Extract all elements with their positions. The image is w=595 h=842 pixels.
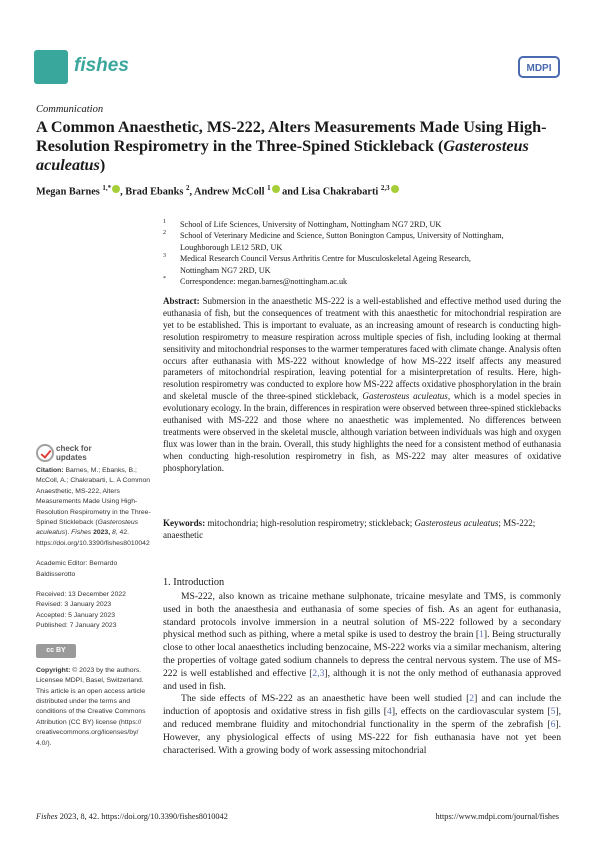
section-heading: 1. Introduction — [163, 577, 225, 588]
author-name[interactable]: Megan Barnes — [36, 186, 100, 198]
paragraph: The side effects of MS-222 as an anaesthetic have been well studied [2] and can include the induction of apoptosis and oxidative stress in fish gills [4], effects on the cardiovascular system [5], and reduced membrane fluidity and mitochondrial functionality in the sperm of the zebrafish [6]. However, any physiological effects of using MS-222 for fish euthanasia have not yet been characterised. With a growing body of work assessing mitochondrial — [163, 693, 561, 756]
article-type: Communication — [36, 104, 104, 115]
citation: Citation: Barnes, M.; Ebanks, B.; McColl, A.; Chakrabarti, L. A Common Anaesthetic, MS-222, Alters Measurements Made Using High-Resolution Respirometry in the Three-Spined Stickleback (Gasterosteus aculeatus). Fishes 2023, 8, 42. https://doi.org/10.3390/fishes8010042 — [36, 467, 151, 547]
date-revised: Revised: 3 January 2023 — [36, 601, 112, 609]
author-name[interactable]: Brad Ebanks — [125, 186, 184, 198]
affiliation-item: 2 School of Veterinary Medicine and Science, Sutton Bonington Campus, University of Nottingham, Loughborough LE12 5RD, UK — [163, 230, 504, 252]
abstract: Abstract: Submersion in the anaesthetic MS-222 is a well-established and effective method used during the euthanasia of fish, but the consequences of treatment with this anaesthetic for mitochondrial respiration are yet to be established. This is important to evaluate, as an increasing amount of research is conducting high-resolution respirometry to measure respiration across multiple species of fish, including looking at thermal sensitivity and mitochondrial responses to the warmer temperatures faced with climate change. Analysis often occurs after euthanasia with MS-222 without knowledge of how MS-222 itself affects any measured parameters of mitochondrial respiration, leaving potential for a misinterpretation of results. Here, high-resolution respirometry was conducted to explore how MS-222 affects oxidative phosphorylation in the brain and skeletal muscle of the three-spined stickleback, Gasterosteus aculeatus, which is a model species in evolutionary ecology. In the brain, differences in respiration were observed between three-spined sticklebacks euthanised with MS-222 and those where no anaesthetic was implemented. No differences between treatments were observed in the skeletal muscle, although variation between individuals was high and oxygen flux was lower than in the brain. Overall, this study highlights the need for a consistent method of euthanasia when conducting high-resolution respirometry in fish, as MS-222 may alter measures of oxidative phosphorylation. — [163, 296, 562, 473]
reference-link[interactable]: 2 — [469, 693, 475, 705]
footer-journal-url[interactable]: https://www.mdpi.com/journal/fishes — [435, 812, 559, 821]
keywords: Keywords: mitochondria; high-resolution respirometry; stickleback; Gasterosteus aculeatus; MS-222; anaesthetic — [163, 518, 536, 540]
affiliation-item: 3 Medical Research Council Versus Arthritis Centre for Musculoskeletal Ageing Research, Nottingham NG7 2RD, UK — [163, 253, 471, 275]
journal-logo-icon — [34, 50, 68, 84]
paragraph: MS-222, also known as tricaine methane sulphonate, tricaine mesylate and TMS, is commonly used in both the anaesthesia and euthanasia of some species of fish. As an agent for euthanasia, standard protocols involve immersion in a neutral solution of MS-222 followed by a secondary physical method such as pithing, where a metal spike is used to destroy the brain [1]. Being structurally close to other local anaesthetics including benzocaine, MS-222 works via a similar mechanism, altering the properties of voltage gated sodium channels to depress the central nervous system. The use of MS-222 is well established and effective [2,3], although it is not the only method of euthanasia approved and used in fish. — [163, 591, 561, 692]
affiliations — [163, 219, 563, 287]
copyright: Copyright: © 2023 by the authors. Licensee MDPI, Basel, Switzerland. This article is an open access article distributed under the terms and conditions of the Creative Commons Attribution (CC BY) license (https:// creativecommons.org/licenses/by/ 4.0/). — [36, 666, 146, 747]
cc-by-license-icon[interactable]: cc BY — [36, 644, 76, 658]
page-title: A Common Anaesthetic, MS-222, Alters Measurements Made Using High-Resolution Respirometry in the Three-Spined Stickleback (Gasterosteus aculeatus) — [36, 118, 547, 175]
correspondence: * Correspondence: megan.barnes@nottingham.ac.uk — [163, 276, 348, 287]
author-list: Megan Barnes $^{1,*}$ , Brad Ebanks $^2$, Andrew McColl $^1$ and Lisa Chakrabarti $^{2,3}$ — [36, 184, 576, 197]
date-published: Published: 7 January 2023 — [36, 622, 117, 630]
date-accepted: Accepted: 5 January 2023 — [36, 611, 115, 619]
check-updates-icon — [36, 444, 54, 462]
body-text — [163, 591, 561, 757]
orcid-icon[interactable] — [391, 185, 399, 193]
article-info-sidebar — [36, 466, 152, 749]
reference-link[interactable]: 6 — [550, 718, 556, 730]
affiliation-item: 1 School of Life Sciences, University of Nottingham, Nottingham NG7 2RD, UK — [163, 219, 442, 229]
orcid-icon[interactable] — [272, 185, 280, 193]
author-name[interactable]: Andrew McColl — [194, 186, 265, 198]
footer-citation: Fishes 2023, 8, 42. https://doi.org/10.3390/fishes8010042 — [36, 812, 228, 821]
orcid-icon[interactable] — [112, 185, 120, 193]
reference-link[interactable]: 4 — [387, 706, 392, 718]
academic-editor: Academic Editor: Bernardo Baldisserotto — [36, 560, 118, 578]
date-received: Received: 13 December 2022 — [36, 591, 126, 599]
abstract-label: Abstract: — [163, 296, 200, 306]
reference-link[interactable]: 2,3 — [312, 667, 325, 679]
journal-name: fishes — [74, 55, 129, 76]
author-name[interactable]: Lisa Chakrabarti — [301, 186, 379, 198]
reference-link[interactable]: 5 — [550, 706, 556, 718]
mdpi-logo: MDPI — [518, 56, 560, 78]
reference-link[interactable]: 1 — [479, 629, 484, 641]
